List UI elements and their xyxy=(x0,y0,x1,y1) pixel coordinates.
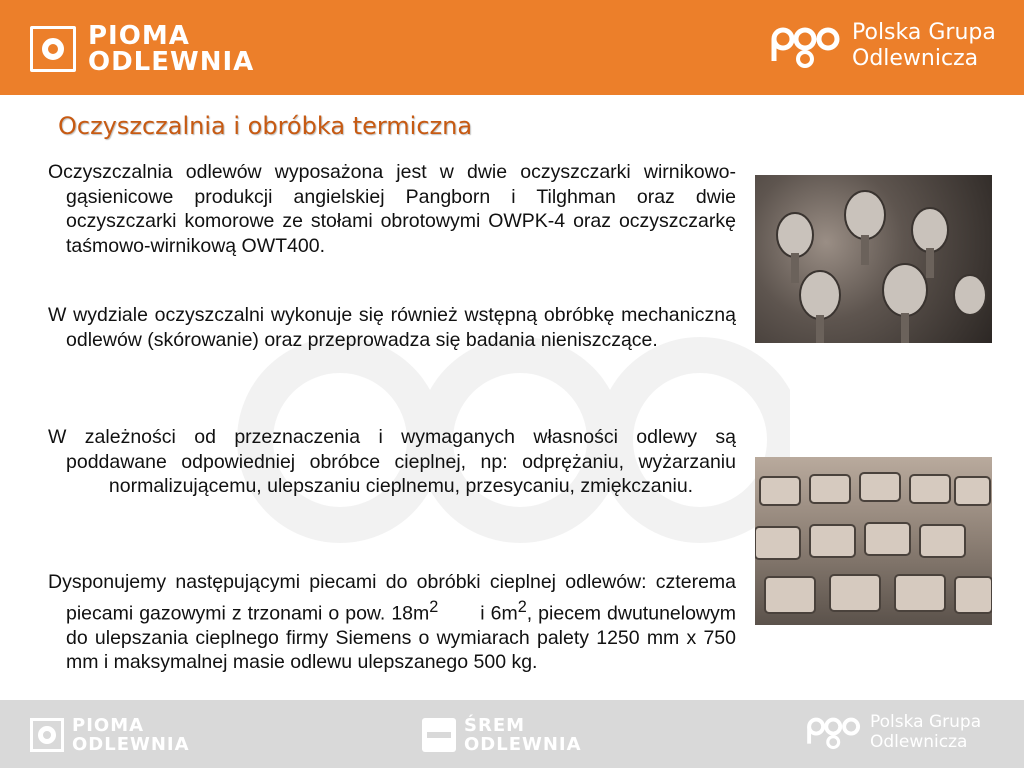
slide-title: Oczyszczalnia i obróbka termiczna xyxy=(58,112,473,140)
footer-srem-line1: ŚREM xyxy=(464,715,526,736)
paragraph-2: W wydziale oczyszczalni wykonuje się również wstępną obróbkę mechaniczną odlewów (skórowanie) oraz przeprowadza się badania nieniszczące. xyxy=(48,304,736,351)
paragraph-4 xyxy=(48,570,736,675)
pgo-logo-line1: Polska Grupa xyxy=(852,20,996,45)
pioma-logo xyxy=(30,23,254,75)
paragraph-3: W zależności od przeznaczenia i wymaganych własności odlewy są poddawane odpowiedniej obróbce cieplnej, np: odprężaniu, wyżarzaniu normalizującemu, ulepszaniu cieplnemu, przesycaniu, zmiękczaniu. xyxy=(48,426,736,497)
pgo-logo-icon xyxy=(770,21,842,71)
castings-cleaning-photo xyxy=(755,175,992,343)
pioma-logo-line2: ODLEWNIA xyxy=(88,47,255,77)
footer-bar xyxy=(0,700,1024,768)
superscript-2: 2 xyxy=(517,597,527,616)
footer-pgo-logo xyxy=(806,712,981,752)
footer-pioma-line1: PIOMA xyxy=(72,715,145,736)
paragraph-4-part-b: i 6m xyxy=(438,602,518,624)
header-bar xyxy=(0,0,1024,95)
footer-srem-logo xyxy=(422,716,582,754)
pioma-logo-line1: PIOMA xyxy=(88,21,190,51)
footer-srem-logo-icon xyxy=(422,718,456,752)
footer-pgo-logo-icon xyxy=(806,712,862,752)
footer-srem-line2: ODLEWNIA xyxy=(464,734,582,755)
superscript-1: 2 xyxy=(429,597,439,616)
paragraph-1: Oczyszczalnia odlewów wyposażona jest w dwie oczyszczarki wirnikowo-gąsienicowe produkcji angielskiej Pangborn i Tilghman oraz dwie oczyszczarki komorowe ze stołami obrotowymi OWPK-4 oraz oczyszczarkę taśmowo-wirnikową OWT400. xyxy=(48,161,736,257)
pgo-logo xyxy=(770,20,996,72)
footer-pgo-line1: Polska Grupa xyxy=(870,712,982,732)
footer-pgo-line2: Odlewnicza xyxy=(870,732,968,752)
gear-castings-photo xyxy=(755,457,992,625)
paragraph-4-part-c: , piecem dwutunelowym do ulepszania cieplnego firmy Siemens o wymiarach palety 1250 mm x 750 mm i maksymalnej masie odlewu ulepszanego 500 kg. xyxy=(66,602,737,673)
pioma-logo-icon xyxy=(30,26,76,72)
footer-pioma-line2: ODLEWNIA xyxy=(72,734,190,755)
footer-pioma-logo-icon xyxy=(30,718,64,752)
pgo-logo-line2: Odlewnicza xyxy=(852,46,979,71)
footer-pioma-logo xyxy=(30,716,190,754)
paragraph-4-part-a: Dysponujemy następującymi piecami do obróbki cieplnej odlewów: czterema piecami gazowymi z trzonami o pow. 18m xyxy=(48,571,736,624)
